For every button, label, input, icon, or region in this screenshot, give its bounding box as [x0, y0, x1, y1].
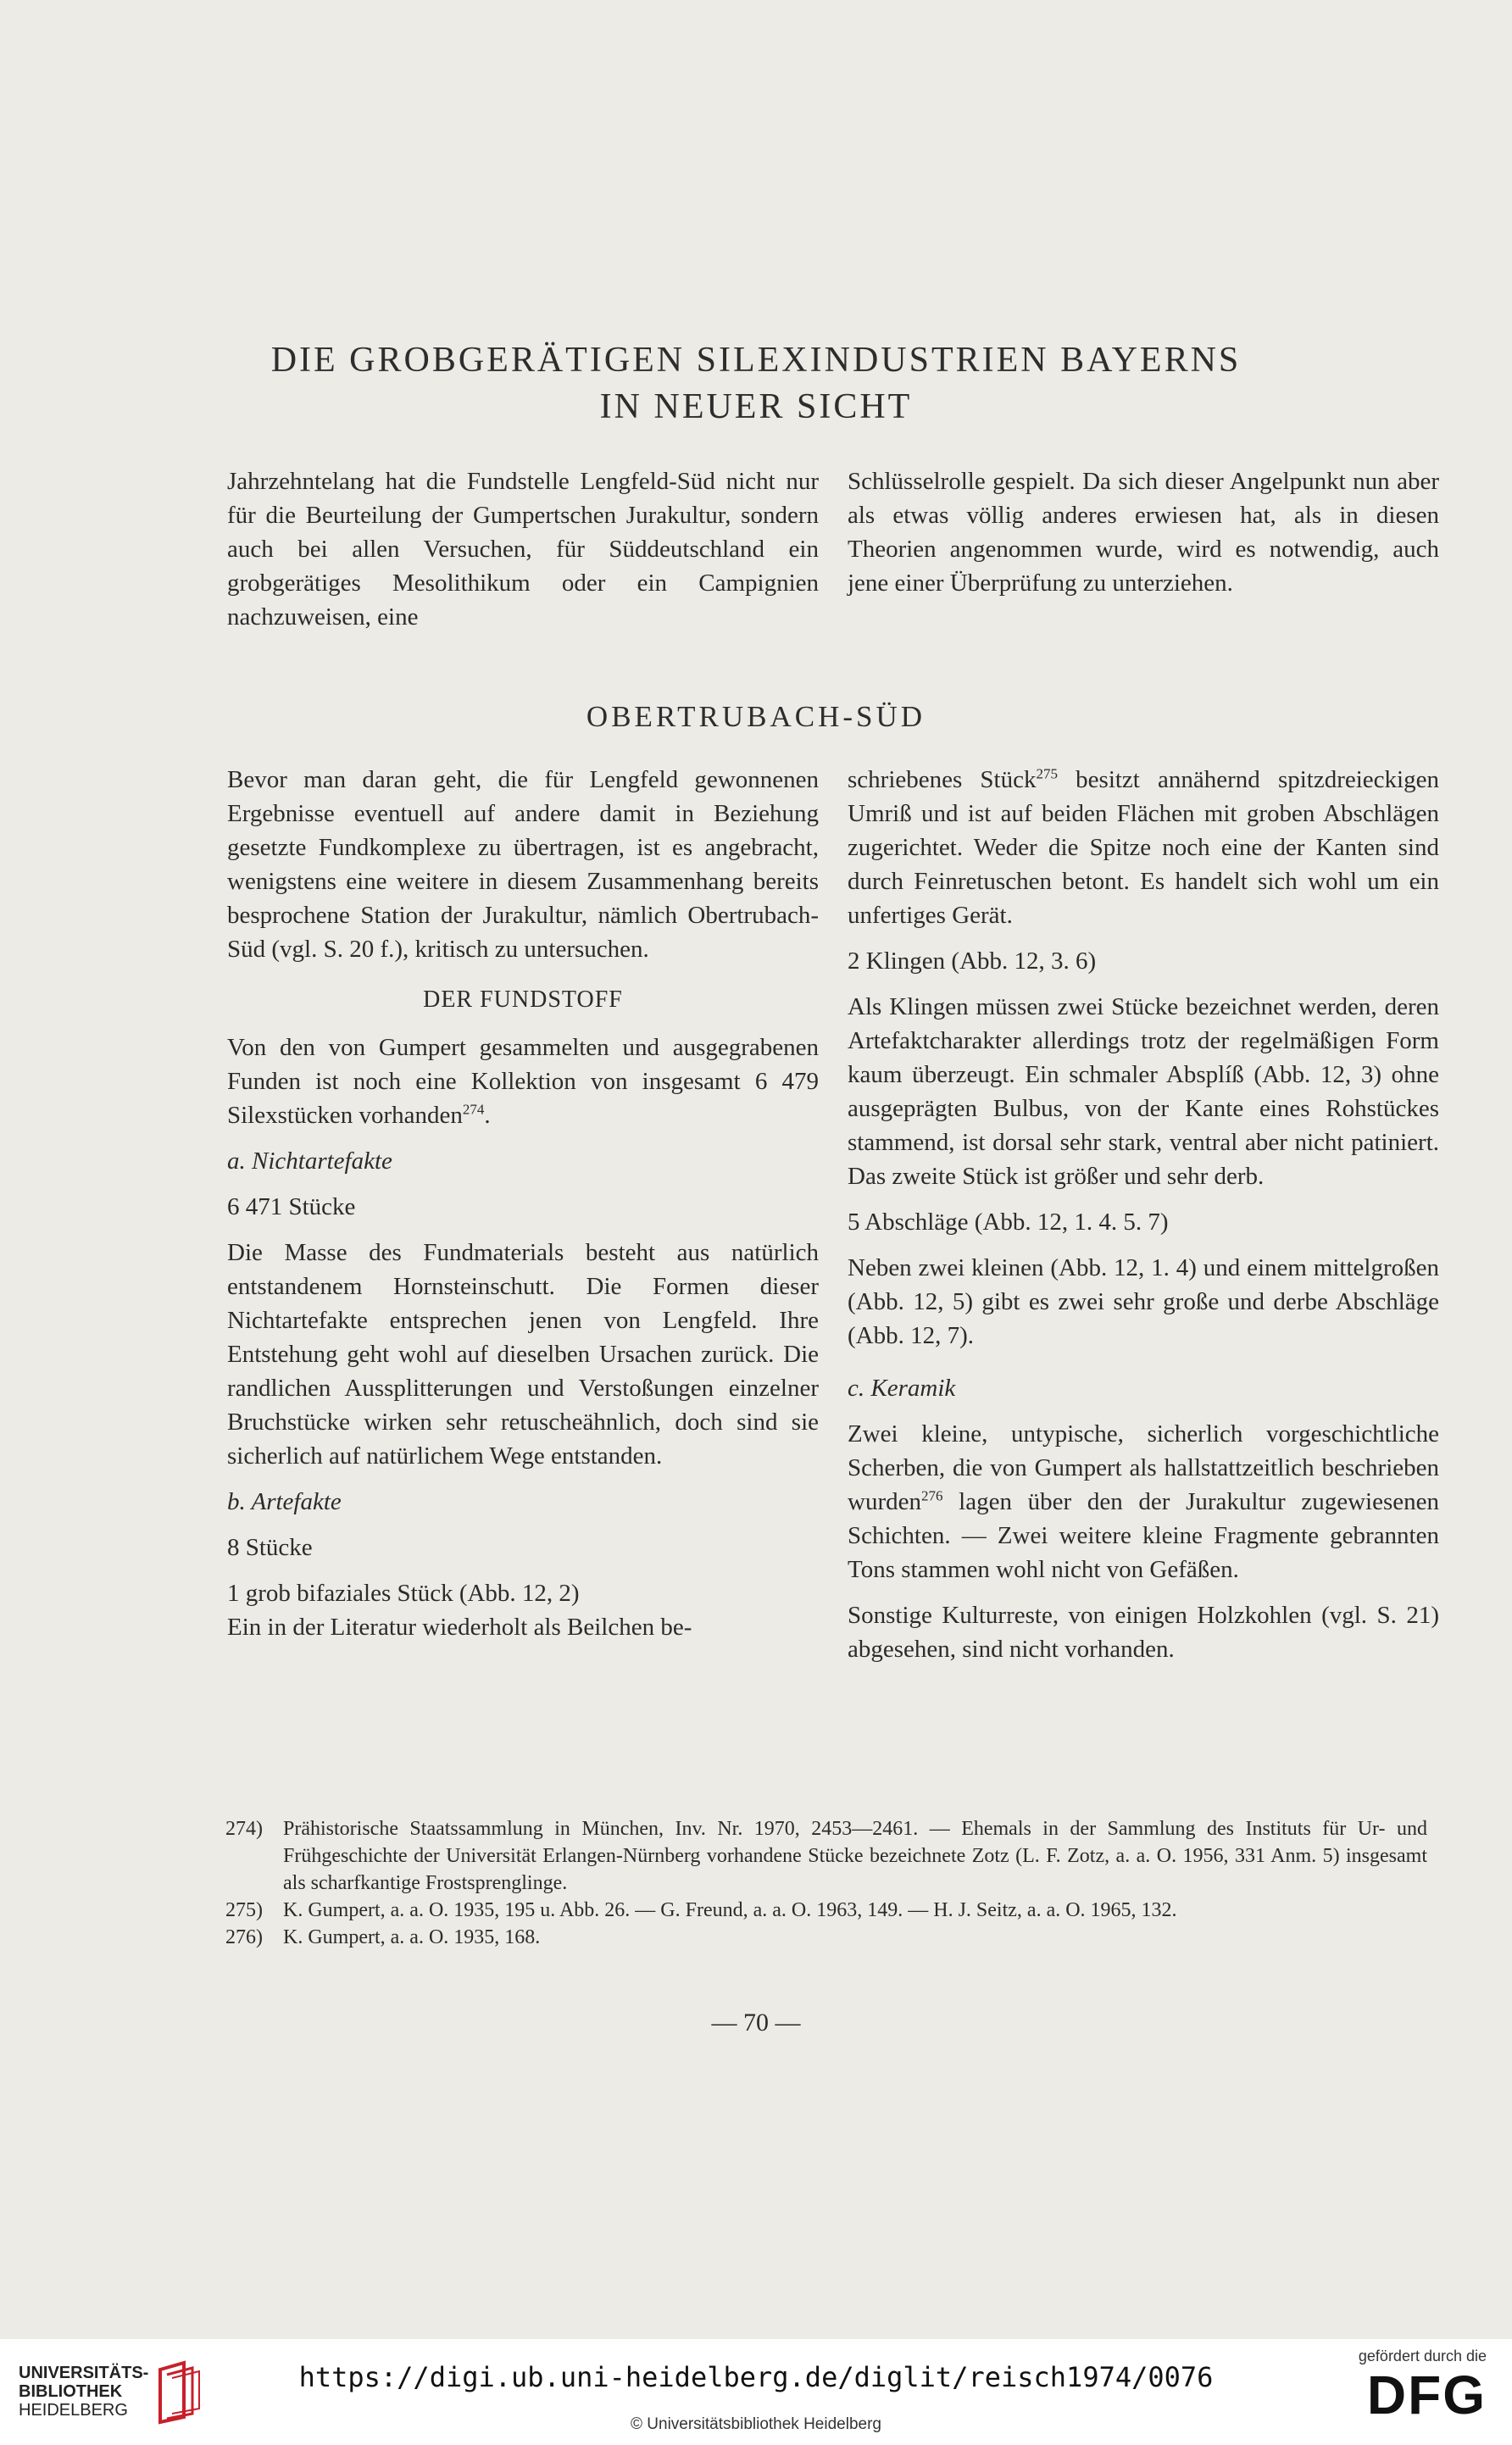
item-bifazial: 1 grob bifaziales Stück (Abb. 12, 2): [227, 1580, 580, 1607]
footnote-ref-274: 274: [462, 1101, 485, 1118]
right-paragraph-5: Sonstige Kulturreste, von einigen Holzkohlen (vgl. S. 21) abgesehen, sind nicht vorhanden.: [848, 1602, 1439, 1663]
item-klingen: 2 Klingen (Abb. 12, 3. 6): [848, 947, 1097, 975]
footnote-text: K. Gumpert, a. a. O. 1935, 168.: [283, 1926, 541, 1948]
section-title: OBERTRUBACH-SÜD: [586, 700, 926, 733]
subheading-fundstoff: DER FUNDSTOFF: [423, 986, 623, 1013]
footnote-number: 275): [225, 1899, 263, 1921]
document-url[interactable]: https://digi.ub.uni-heidelberg.de/diglit/reisch1974/0076: [298, 2361, 1214, 2393]
copyright-notice: © Universitätsbibliothek Heidelberg: [631, 2415, 881, 2433]
right-paragraph-4-start: Zwei kleine, untypische, sicherlich vorgeschichtliche Scherben, die von Gumpert als hallstattzeitlich beschrieben wurden: [848, 1420, 1439, 1515]
right-paragraph-1: [848, 763, 1439, 932]
heading-nichtartefakte: a. Nichtartefakte: [227, 1147, 392, 1175]
body-left-column: [227, 763, 819, 1644]
dfg-wordmark: DFG: [1366, 2364, 1487, 2426]
intro-left-column: [227, 464, 819, 634]
page-number: — 70 —: [711, 2009, 801, 2037]
footnotes: [225, 1815, 1427, 1951]
page-title-line-2: IN NEUER SICHT: [599, 387, 913, 426]
left-paragraph-2-end: .: [484, 1102, 491, 1129]
footnote-number: 274): [225, 1818, 263, 1840]
footnote-ref-275: 275: [1036, 765, 1058, 782]
right-paragraph-1-rest: besitzt annähernd spitzdreieckigen Umriß und ist auf beiden Flächen mit groben Abschlägen zugerichtet. Weder die Spitze noch eine der Kanten sind durch Feinretuschen betont. Es handelt sich wohl um ein unfertiges Gerät.: [848, 766, 1439, 929]
heading-keramik: c. Keramik: [848, 1375, 956, 1402]
library-name-line-2: BIBLIOTHEK: [19, 2382, 123, 2401]
footer-bar: [0, 2339, 1512, 2445]
right-paragraph-4-rest: lagen über den der Jurakultur zugewiesenen Schichten. — Zwei weitere kleine Fragmente gebrannten Tons stammen wohl nicht von Gefäßen.: [848, 1488, 1439, 1583]
left-paragraph-2: [227, 1031, 819, 1132]
item-abschlaege: 5 Abschläge (Abb. 12, 1. 4. 5. 7): [848, 1209, 1169, 1236]
left-paragraph-3: Die Masse des Fundmaterials besteht aus natürlich entstandenem Hornsteinschutt. Die Formen dieser Nichtartefakte entsprechen jenen von Lengfeld. Ihre Entstehung geht wohl auf dieselben Ursachen zurück. Die randlichen Aussplitterungen und Verstoßungen einzelner Bruchstücke wirken sehr retuscheähnlich, doch sind sie sicherlich auf natürlichem Wege entstanden.: [227, 1239, 819, 1470]
right-paragraph-4: [848, 1417, 1439, 1586]
footnote-275: [225, 1897, 1427, 1924]
count-artefakte: 8 Stücke: [227, 1534, 313, 1561]
intro-left-text: Jahrzehntelang hat die Fundstelle Lengfeld-Süd nicht nur für die Beurteilung der Gumpertschen Jurakultur, sondern auch bei allen Versuchen, für Süddeutschland ein grobgerätiges Mesolithikum oder ein Campignien nachzuweisen, eine: [227, 468, 819, 631]
footnote-ref-276: 276: [920, 1487, 943, 1504]
footnote-274: [225, 1815, 1427, 1897]
count-nichtartefakte: 6 471 Stücke: [227, 1193, 356, 1220]
intro-right-column: [848, 464, 1439, 600]
right-paragraph-2: Als Klingen müssen zwei Stücke bezeichnet werden, deren Artefaktcharakter allerdings trotz der regelmäßigen Form kaum überzeugt. Ein schmaler Absplíß (Abb. 12, 3) ohne ausgeprägten Bulbus, von der Kante eines Rohstückes stammend, ist dorsal sehr stark, ventral aber nicht patiniert. Das zweite Stück ist größer und sehr derb.: [848, 993, 1439, 1190]
footnote-text: K. Gumpert, a. a. O. 1935, 195 u. Abb. 26. — G. Freund, a. a. O. 1963, 149. — H. J. Seitz, a. a. O. 1965, 132.: [283, 1899, 1177, 1921]
left-paragraph-4: Ein in der Literatur wiederholt als Beilchen be-: [227, 1614, 692, 1641]
page-title-line-1: DIE GROBGERÄTIGEN SILEXINDUSTRIEN BAYERNS: [270, 341, 1242, 380]
right-paragraph-1-start: schriebenes Stück: [848, 766, 1037, 793]
heading-artefakte: b. Artefakte: [227, 1488, 342, 1515]
left-paragraph-1: Bevor man daran geht, die für Lengfeld gewonnenen Ergebnisse eventuell auf andere damit in Beziehung gesetzte Fundkomplexe zu übertragen, ist es angebracht, wenigstens eine weitere in diesem Zusammenhang bereits besprochene Station der Jurakultur, nämlich Obertrubach-Süd (vgl. S. 20 f.), kritisch zu untersuchen.: [227, 766, 819, 963]
footnote-276: [225, 1924, 1427, 1951]
left-paragraph-2-text: Von den von Gumpert gesammelten und ausgegrabenen Funden ist noch eine Kollektion von insgesamt 6 479 Silexstücken vorhanden: [227, 1034, 819, 1129]
right-paragraph-3: Neben zwei kleinen (Abb. 12, 1. 4) und einem mittelgroßen (Abb. 12, 5) gibt es zwei sehr große und derbe Abschläge (Abb. 12, 7).: [848, 1254, 1439, 1349]
body-right-column: [848, 763, 1439, 1666]
footnote-text: Prähistorische Staatssammlung in München, Inv. Nr. 1970, 2453—2461. — Ehemals in der Sammlung des Instituts für Ur- und Frühgeschichte der Universität Erlangen-Nürnberg vorhandene Stücke bezeichnete Zotz (L. F. Zotz, a. a. O. 1956, 331 Anm. 5) insgesamt als scharfkantige Frostsprenglinge.: [283, 1818, 1427, 1894]
funded-by-label: gefördert durch die: [1358, 2348, 1487, 2364]
dfg-logo[interactable]: [1359, 2348, 1487, 2425]
library-name-line-3: HEIDELBERG: [19, 2401, 128, 2420]
library-name-line-1: UNIVERSITÄTS-: [19, 2364, 149, 2382]
footnote-number: 276): [225, 1926, 263, 1948]
intro-right-text: Schlüsselrolle gespielt. Da sich dieser Angelpunkt nun aber als etwas völlig anderes erwiesen hat, als in diesen Theorien angenommen wurde, wird es notwendig, auch jene einer Überprüfung zu unterziehen.: [848, 468, 1439, 597]
